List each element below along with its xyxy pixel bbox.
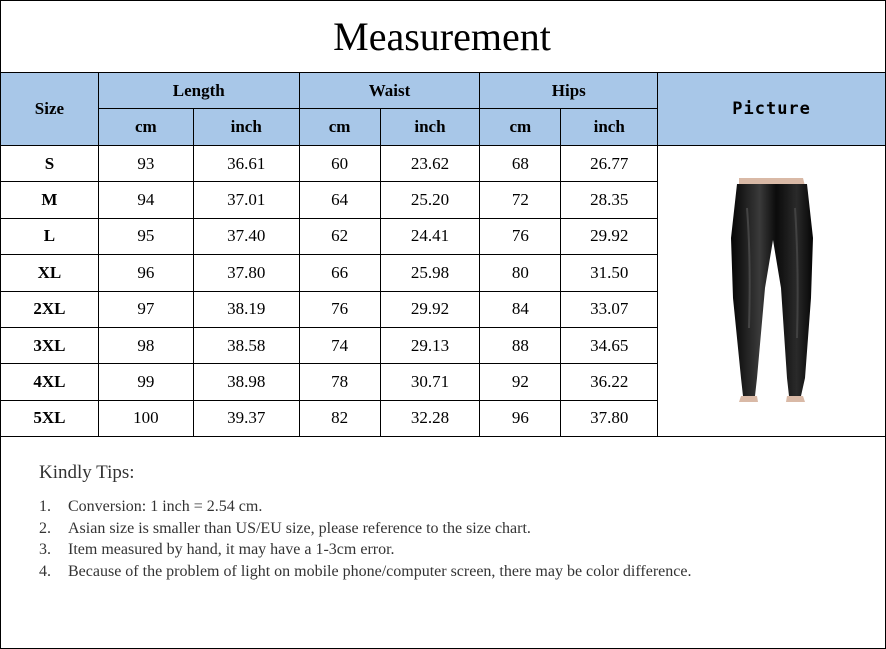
size-cell: XL bbox=[1, 255, 99, 291]
tip-item bbox=[39, 539, 859, 561]
tip-item bbox=[39, 518, 859, 540]
tip-number: 4. bbox=[39, 562, 51, 580]
value-cell: 76 bbox=[299, 291, 380, 327]
value-cell: 72 bbox=[480, 182, 561, 218]
size-cell: L bbox=[1, 218, 99, 254]
size-table bbox=[0, 72, 886, 437]
tip-number: 1. bbox=[39, 498, 51, 515]
picture-cell bbox=[658, 146, 886, 437]
value-cell: 82 bbox=[299, 400, 380, 436]
tip-text: Item measured by hand, it may have a 1-3cm error. bbox=[68, 541, 395, 558]
value-cell: 29.13 bbox=[380, 327, 480, 363]
value-cell: 100 bbox=[98, 400, 193, 436]
value-cell: 74 bbox=[299, 327, 380, 363]
value-cell: 28.35 bbox=[561, 182, 658, 218]
value-cell: 98 bbox=[98, 327, 193, 363]
length-header: Length bbox=[98, 73, 299, 109]
value-cell: 30.71 bbox=[380, 364, 480, 400]
unit-header: inch bbox=[193, 109, 299, 146]
value-cell: 68 bbox=[480, 146, 561, 182]
value-cell: 80 bbox=[480, 255, 561, 291]
size-cell: 5XL bbox=[1, 400, 99, 436]
value-cell: 66 bbox=[299, 255, 380, 291]
value-cell: 36.22 bbox=[561, 364, 658, 400]
tips-list bbox=[39, 496, 859, 582]
value-cell: 94 bbox=[98, 182, 193, 218]
value-cell: 23.62 bbox=[380, 146, 480, 182]
value-cell: 38.58 bbox=[193, 327, 299, 363]
value-cell: 64 bbox=[299, 182, 380, 218]
value-cell: 93 bbox=[98, 146, 193, 182]
tip-item bbox=[39, 496, 859, 518]
value-cell: 62 bbox=[299, 218, 380, 254]
value-cell: 78 bbox=[299, 364, 380, 400]
page-title: Measurement bbox=[0, 0, 884, 73]
value-cell: 39.37 bbox=[193, 400, 299, 436]
value-cell: 37.80 bbox=[561, 400, 658, 436]
value-cell: 37.80 bbox=[193, 255, 299, 291]
unit-header: inch bbox=[380, 109, 480, 146]
unit-header: inch bbox=[561, 109, 658, 146]
value-cell: 36.61 bbox=[193, 146, 299, 182]
kindly-tips bbox=[39, 462, 859, 582]
tip-number: 2. bbox=[39, 519, 51, 537]
value-cell: 38.19 bbox=[193, 291, 299, 327]
value-cell: 32.28 bbox=[380, 400, 480, 436]
size-cell: S bbox=[1, 146, 99, 182]
picture-header: Picture bbox=[658, 73, 886, 146]
unit-header: cm bbox=[299, 109, 380, 146]
value-cell: 26.77 bbox=[561, 146, 658, 182]
header-row-groups bbox=[1, 73, 886, 109]
value-cell: 99 bbox=[98, 364, 193, 400]
value-cell: 29.92 bbox=[380, 291, 480, 327]
value-cell: 37.01 bbox=[193, 182, 299, 218]
value-cell: 33.07 bbox=[561, 291, 658, 327]
product-picture bbox=[658, 146, 885, 436]
value-cell: 96 bbox=[98, 255, 193, 291]
tip-text: Because of the problem of light on mobile phone/computer screen, there may be color difference. bbox=[68, 562, 692, 580]
value-cell: 25.98 bbox=[380, 255, 480, 291]
tip-item bbox=[39, 561, 859, 583]
unit-header: cm bbox=[98, 109, 193, 146]
size-cell: 3XL bbox=[1, 327, 99, 363]
value-cell: 25.20 bbox=[380, 182, 480, 218]
value-cell: 76 bbox=[480, 218, 561, 254]
value-cell: 31.50 bbox=[561, 255, 658, 291]
leggings-icon bbox=[717, 178, 827, 404]
value-cell: 34.65 bbox=[561, 327, 658, 363]
unit-header: cm bbox=[480, 109, 561, 146]
size-rows bbox=[1, 146, 886, 437]
value-cell: 88 bbox=[480, 327, 561, 363]
value-cell: 37.40 bbox=[193, 218, 299, 254]
size-cell: M bbox=[1, 182, 99, 218]
value-cell: 60 bbox=[299, 146, 380, 182]
value-cell: 84 bbox=[480, 291, 561, 327]
tip-number: 3. bbox=[39, 541, 51, 558]
value-cell: 96 bbox=[480, 400, 561, 436]
size-cell: 4XL bbox=[1, 364, 99, 400]
waist-header: Waist bbox=[299, 73, 480, 109]
value-cell: 29.92 bbox=[561, 218, 658, 254]
tip-text: Asian size is smaller than US/EU size, please reference to the size chart. bbox=[68, 519, 531, 537]
value-cell: 24.41 bbox=[380, 218, 480, 254]
value-cell: 97 bbox=[98, 291, 193, 327]
hips-header: Hips bbox=[480, 73, 658, 109]
size-header: Size bbox=[1, 73, 99, 146]
table-row bbox=[1, 146, 886, 182]
tip-text: Conversion: 1 inch = 2.54 cm. bbox=[68, 498, 263, 515]
value-cell: 92 bbox=[480, 364, 561, 400]
tips-title: Kindly Tips: bbox=[39, 462, 135, 483]
size-cell: 2XL bbox=[1, 291, 99, 327]
value-cell: 38.98 bbox=[193, 364, 299, 400]
value-cell: 95 bbox=[98, 218, 193, 254]
